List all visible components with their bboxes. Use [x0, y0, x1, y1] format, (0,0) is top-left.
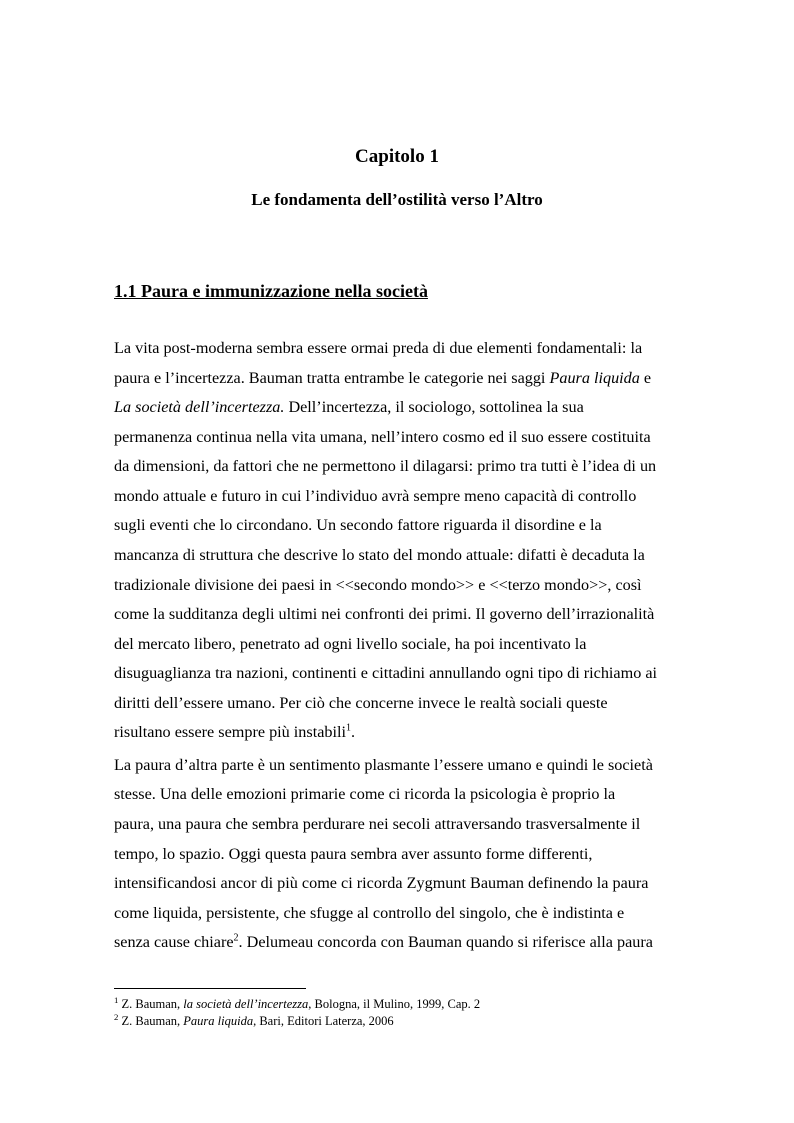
- body-line: diritti dell’essere umano. Per ciò che concerne invece le realtà sociali queste: [114, 694, 608, 712]
- body-line: stesse. Una delle emozioni primarie come ci ricorda la psicologia è proprio la: [114, 785, 616, 803]
- body-line: [114, 368, 696, 388]
- body-text-run: Dell’incertezza, il sociologo, sottolinea la sua: [284, 398, 584, 416]
- body-line: intensificandosi ancor di più come ci ricorda Zygmunt Bauman definendo la paura: [114, 874, 649, 892]
- body-line: come la sudditanza degli ultimi nei confronti dei primi. Il governo dell’irrazionalità: [114, 605, 655, 623]
- body-line: mancanza di struttura che descrive lo stato del mondo attuale: difatti è decaduta la: [114, 546, 645, 564]
- chapter-subtitle: Le fondamenta dell’ostilità verso l’Altro: [251, 190, 543, 209]
- body-line: permanenza continua nella vita umana, nell’intero cosmo ed il suo essere costituita: [114, 428, 651, 446]
- footnote-2: [114, 1011, 394, 1029]
- footnote-text: Z. Bauman,: [118, 997, 184, 1011]
- footnote-1: [114, 994, 481, 1012]
- book-title: Paura liquida: [549, 369, 640, 387]
- footnote-number: 2: [114, 1011, 119, 1022]
- footnote-number: 1: [114, 994, 119, 1005]
- body-line: [114, 397, 696, 417]
- body-line: La paura d’altra parte è un sentimento plasmante l’essere umano e quindi le società: [114, 756, 653, 774]
- footnote-text: Z. Bauman,: [118, 1014, 184, 1028]
- body-line: [114, 932, 696, 952]
- body-line: da dimensioni, da fattori che ne permettono il dilagarsi: primo tra tutti è l’idea di un: [114, 457, 657, 475]
- footnote-text: , Bari, Editori Laterza, 2006: [253, 1014, 394, 1028]
- body-line: del mercato libero, penetrato ad ogni livello sociale, ha poi incentivato la: [114, 635, 587, 653]
- body-text-run: senza cause chiare: [114, 933, 234, 951]
- body-line: disuguaglianza tra nazioni, continenti e cittadini annullando ogni tipo di richiamo ai: [114, 664, 658, 682]
- book-title: La società dell’incertezza.: [114, 398, 285, 416]
- body-text-run: paura e l’incertezza. Bauman tratta entrambe le categorie nei saggi: [114, 369, 550, 387]
- body-text-run: .: [350, 723, 356, 741]
- footnote-ref[interactable]: 2: [233, 932, 239, 944]
- footnote-separator: [114, 988, 306, 989]
- body-line: [114, 722, 696, 742]
- footnote-text: , Bologna, il Mulino, 1999, Cap. 2: [308, 997, 481, 1011]
- chapter-title: Capitolo 1: [355, 146, 439, 167]
- body-line: tempo, lo spazio. Oggi questa paura sembra aver assunto forme differenti,: [114, 845, 593, 863]
- body-line: sugli eventi che lo circondano. Un secondo fattore riguarda il disordine e la: [114, 516, 602, 534]
- section-heading: 1.1 Paura e immunizzazione nella società: [114, 281, 428, 301]
- footnote-book-title: la società dell’incertezza: [183, 997, 309, 1011]
- body-line: La vita post-moderna sembra essere ormai preda di due elementi fondamentali: la: [114, 339, 643, 357]
- body-line: mondo attuale e futuro in cui l’individuo avrà sempre meno capacità di controllo: [114, 487, 637, 505]
- body-text-run: risultano essere sempre più instabili: [114, 723, 346, 741]
- footnote-book-title: Paura liquida: [183, 1014, 254, 1028]
- body-text-run: . Delumeau concorda con Bauman quando si riferisce alla paura: [238, 933, 653, 951]
- body-text-run: e: [639, 369, 652, 387]
- body-line: come liquida, persistente, che sfugge al controllo del singolo, che è indistinta e: [114, 904, 625, 922]
- body-line: tradizionale divisione dei paesi in <<secondo mondo>> e <<terzo mondo>>, così: [114, 576, 642, 594]
- footnote-ref[interactable]: 1: [345, 722, 351, 734]
- body-line: paura, una paura che sembra perdurare nei secoli attraversando trasversalmente il: [114, 815, 641, 833]
